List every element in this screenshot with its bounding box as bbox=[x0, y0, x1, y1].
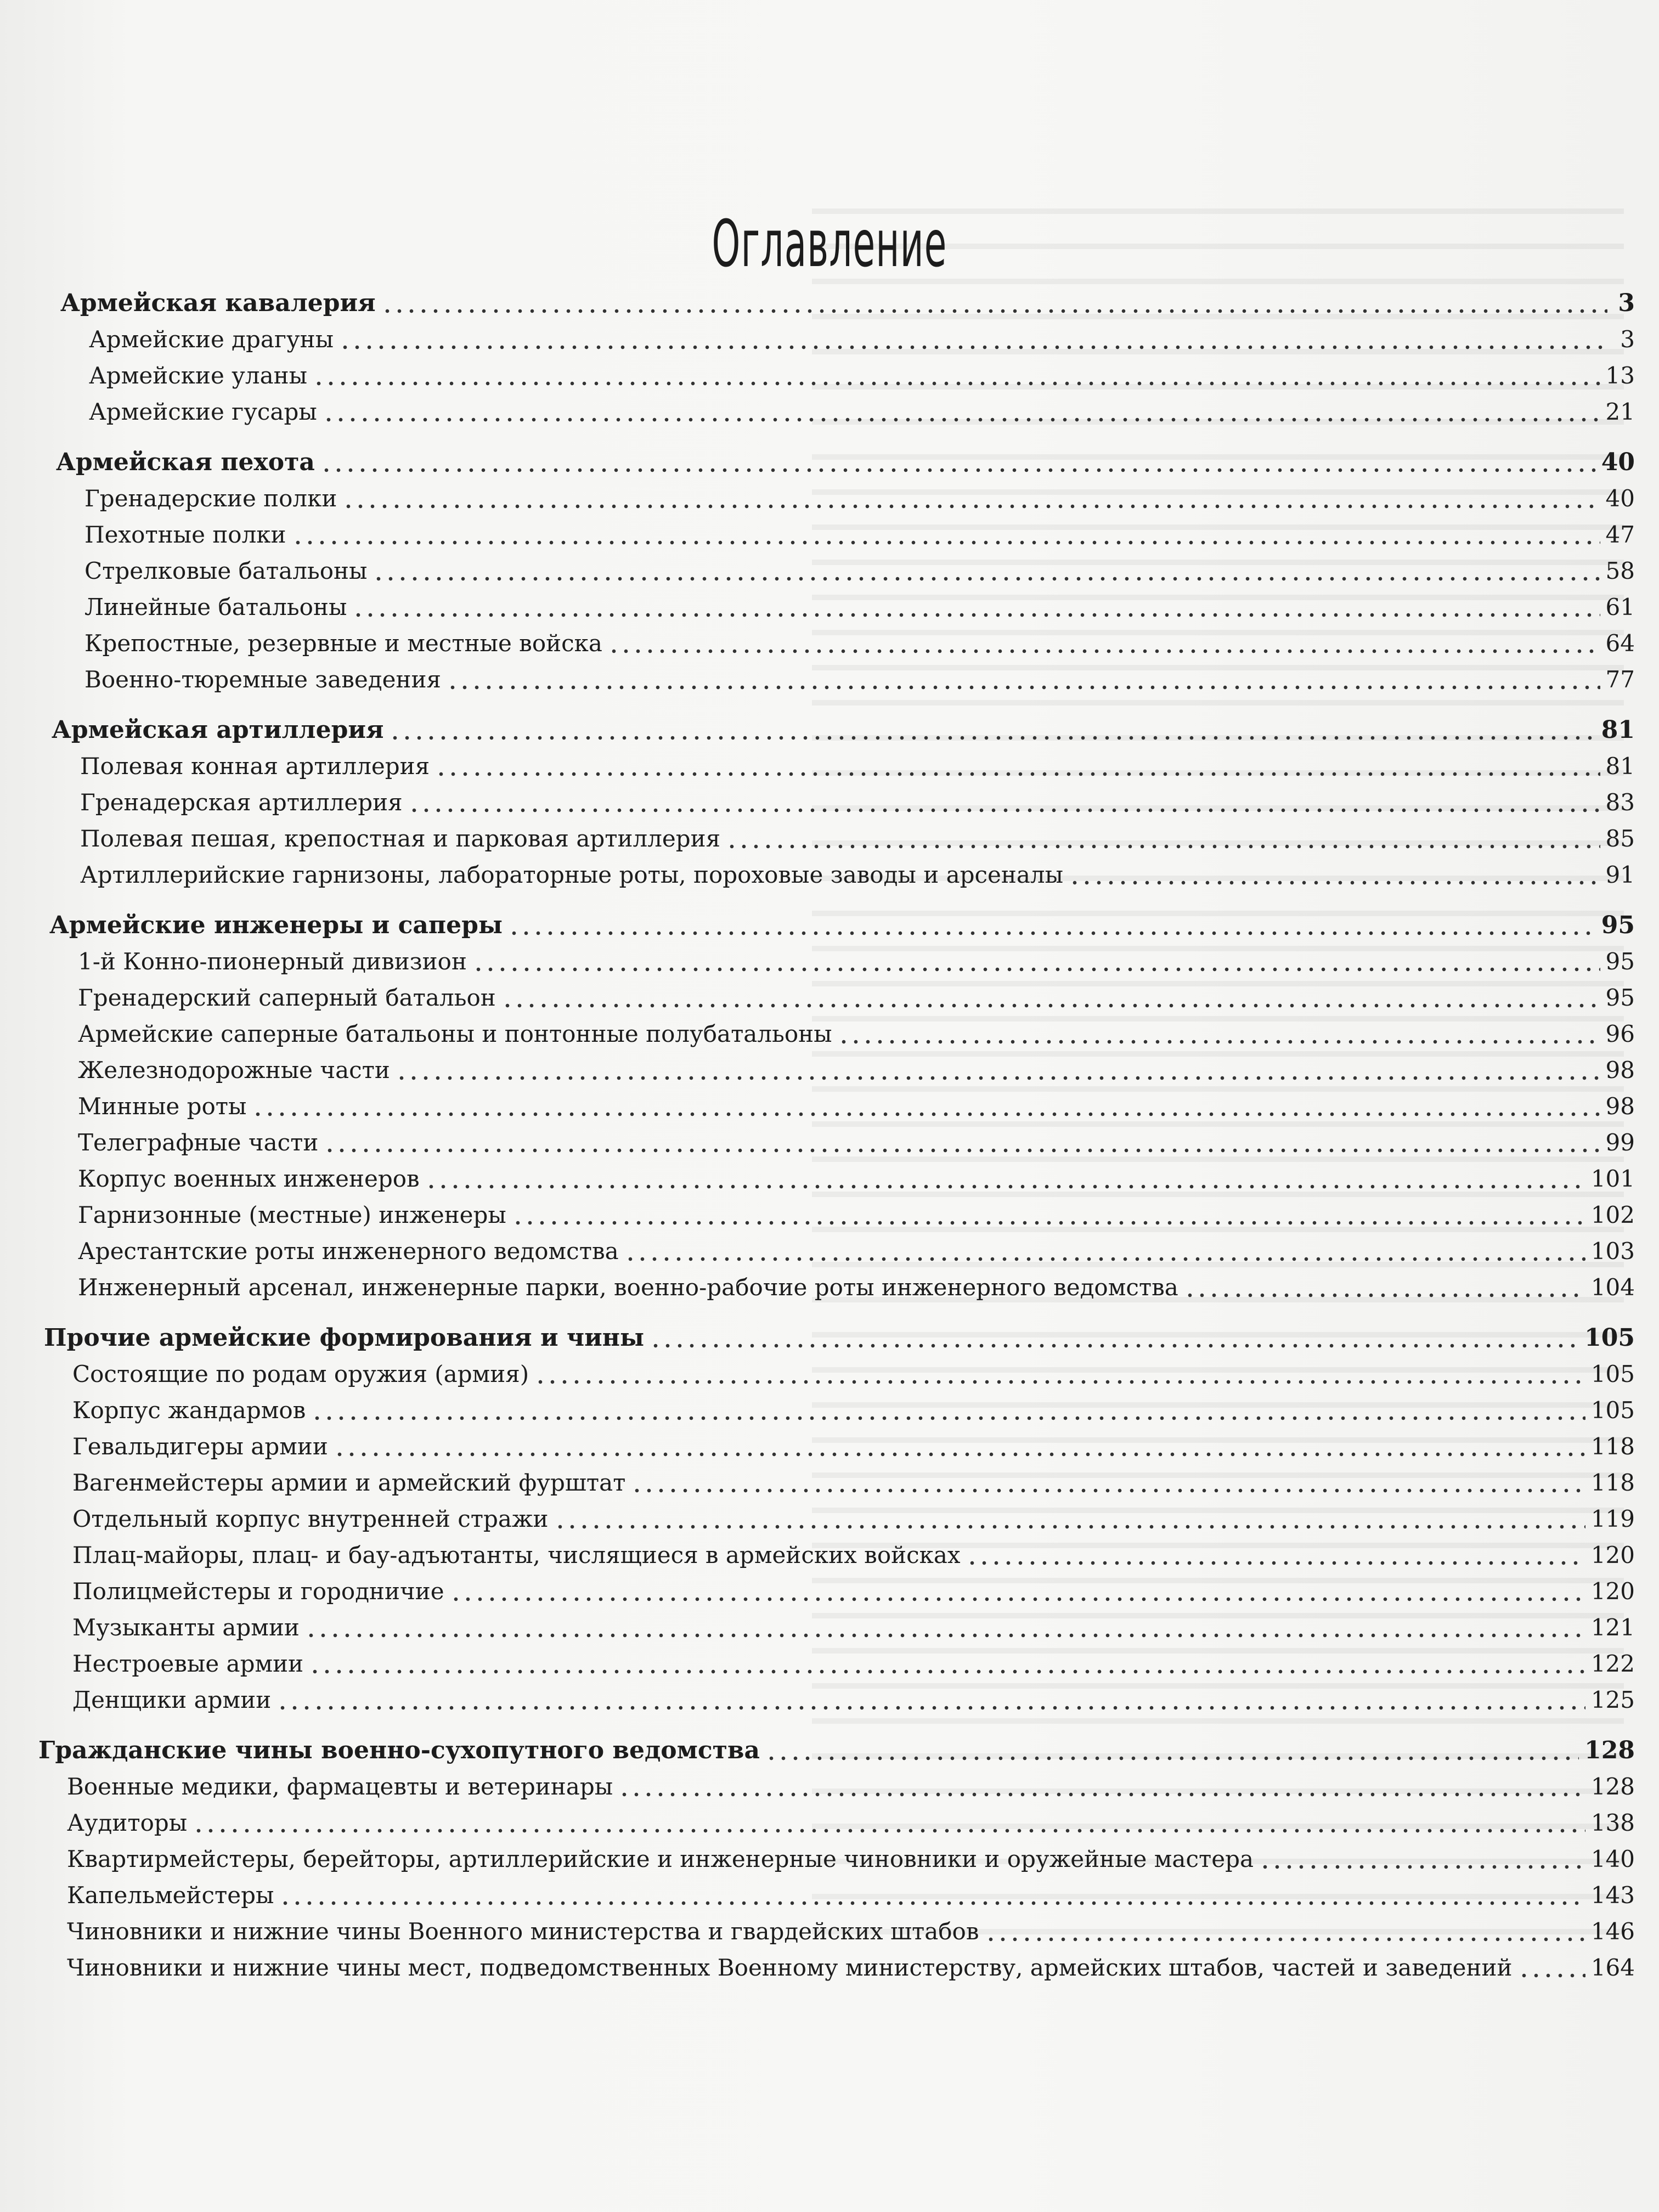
toc-entry bbox=[52, 821, 1635, 857]
dot-leader bbox=[765, 1756, 1579, 1761]
dot-leader bbox=[838, 1039, 1600, 1045]
page-number: 95 bbox=[1605, 984, 1635, 1011]
entry-title: Пехотные полки bbox=[84, 521, 286, 548]
dot-leader bbox=[342, 504, 1600, 509]
toc-entry bbox=[38, 1841, 1635, 1877]
toc-entry bbox=[49, 944, 1635, 980]
dot-leader bbox=[501, 1003, 1600, 1008]
toc-entry bbox=[52, 748, 1635, 785]
page-number: 13 bbox=[1605, 362, 1635, 389]
dot-leader bbox=[320, 467, 1596, 473]
entry-title: Минные роты bbox=[78, 1093, 247, 1120]
entry-title: Крепостные, резервные и местные войска bbox=[84, 630, 602, 657]
dot-leader bbox=[650, 1343, 1579, 1348]
page-number: 77 bbox=[1605, 666, 1635, 693]
section-heading bbox=[44, 1320, 1635, 1356]
dot-leader bbox=[305, 1633, 1585, 1638]
dot-leader bbox=[726, 844, 1600, 849]
entry-title: Денщики армии bbox=[72, 1686, 272, 1713]
toc-entry bbox=[44, 1392, 1635, 1429]
toc-entry bbox=[44, 1501, 1635, 1537]
toc-entry bbox=[44, 1537, 1635, 1573]
toc-section bbox=[38, 907, 1635, 1306]
page-number: 98 bbox=[1605, 1057, 1635, 1084]
page-number: 103 bbox=[1590, 1238, 1635, 1265]
dot-leader bbox=[311, 1415, 1585, 1421]
page-number: 146 bbox=[1590, 1918, 1635, 1945]
page-number: 101 bbox=[1590, 1165, 1635, 1192]
page-number: 3 bbox=[1620, 326, 1635, 353]
toc-entry bbox=[49, 1269, 1635, 1306]
dot-leader bbox=[373, 576, 1600, 582]
toc-entry bbox=[60, 321, 1635, 358]
toc-entry bbox=[56, 481, 1635, 517]
toc-entry bbox=[60, 394, 1635, 430]
page-number: 102 bbox=[1590, 1201, 1635, 1228]
toc-section bbox=[38, 444, 1635, 698]
page-number: 125 bbox=[1590, 1686, 1635, 1713]
dot-leader bbox=[624, 1256, 1585, 1262]
toc-entry bbox=[49, 1233, 1635, 1269]
dot-leader bbox=[309, 1669, 1585, 1674]
dot-leader bbox=[292, 540, 1600, 545]
entry-title: Состоящие по родам оружия (армия) bbox=[72, 1361, 529, 1387]
page-title: Оглавление bbox=[712, 206, 947, 281]
entry-title: Армейские инженеры и саперы bbox=[49, 911, 503, 939]
entry-title: Военно-тюремные заведения bbox=[84, 666, 441, 693]
page-number: 95 bbox=[1601, 911, 1635, 939]
page-number: 140 bbox=[1590, 1846, 1635, 1872]
section-heading bbox=[56, 444, 1635, 481]
toc-entry bbox=[44, 1573, 1635, 1610]
page-number: 61 bbox=[1605, 594, 1635, 620]
entry-title: Отдельный корпус внутренней стражи bbox=[72, 1505, 549, 1532]
dot-leader bbox=[396, 1075, 1600, 1081]
entry-title: Полицмейстеры и городничие bbox=[72, 1578, 444, 1605]
entry-title: Чиновники и нижние чины мест, подведомственных Военному министерству, армейских штабов, частей и заведений bbox=[67, 1954, 1513, 1981]
page-number: 105 bbox=[1584, 1324, 1635, 1352]
page-number: 118 bbox=[1590, 1433, 1635, 1460]
toc-entry bbox=[49, 980, 1635, 1016]
toc-entry bbox=[44, 1429, 1635, 1465]
page-number: 3 bbox=[1618, 289, 1635, 317]
entry-title: Линейные батальоны bbox=[84, 594, 347, 620]
toc-section bbox=[38, 285, 1635, 430]
entry-title: Полевая конная артиллерия bbox=[80, 753, 430, 780]
dot-leader bbox=[352, 612, 1600, 618]
page-number: 85 bbox=[1605, 825, 1635, 852]
toc-section bbox=[38, 712, 1635, 893]
dot-leader bbox=[389, 735, 1595, 741]
entry-title: Гарнизонные (местные) инженеры bbox=[78, 1201, 506, 1228]
entry-title: Аудиторы bbox=[67, 1809, 188, 1836]
entry-title: Квартирмейстеры, берейторы, артиллерийские и инженерные чиновники и оружейные мастера bbox=[67, 1846, 1254, 1872]
dot-leader bbox=[618, 1792, 1585, 1797]
dot-leader bbox=[966, 1560, 1585, 1566]
page-number: 128 bbox=[1590, 1773, 1635, 1800]
dot-leader bbox=[508, 930, 1596, 936]
section-heading bbox=[52, 712, 1635, 748]
page-number: 143 bbox=[1590, 1882, 1635, 1909]
dot-leader bbox=[1069, 880, 1600, 885]
page-number: 47 bbox=[1605, 521, 1635, 548]
dot-leader bbox=[450, 1596, 1585, 1602]
entry-title: Военные медики, фармацевты и ветеринары bbox=[67, 1773, 613, 1800]
page-number: 95 bbox=[1605, 948, 1635, 975]
entry-title: Корпус военных инженеров bbox=[78, 1165, 420, 1192]
entry-title: Телеграфные части bbox=[78, 1129, 319, 1156]
entry-title: Армейская артиллерия bbox=[52, 716, 384, 744]
dot-leader bbox=[472, 967, 1600, 972]
toc-entry bbox=[49, 1052, 1635, 1088]
dot-leader bbox=[276, 1705, 1585, 1711]
toc-entry bbox=[38, 1914, 1635, 1950]
page-number: 40 bbox=[1605, 485, 1635, 512]
entry-title: Армейская кавалерия bbox=[60, 289, 376, 317]
dot-leader bbox=[985, 1937, 1585, 1942]
dot-leader bbox=[554, 1524, 1585, 1530]
entry-title: Артиллерийские гарнизоны, лабораторные роты, пороховые заводы и арсеналы bbox=[80, 861, 1064, 888]
entry-title: Армейская пехота bbox=[56, 448, 315, 476]
toc-entry bbox=[56, 517, 1635, 553]
page-number: 164 bbox=[1590, 1954, 1635, 1981]
entry-title: Армейские гусары bbox=[89, 398, 317, 425]
toc-entry bbox=[38, 1950, 1635, 1986]
entry-title: Гренадерский саперный батальон bbox=[78, 984, 496, 1011]
toc-entry bbox=[49, 1016, 1635, 1052]
entry-title: Железнодорожные части bbox=[78, 1057, 390, 1084]
entry-title: Армейские саперные батальоны и понтонные полубатальоны bbox=[78, 1020, 832, 1047]
page-number: 120 bbox=[1590, 1542, 1635, 1568]
page-number: 104 bbox=[1590, 1274, 1635, 1301]
dot-leader bbox=[279, 1900, 1585, 1906]
toc-entry bbox=[56, 662, 1635, 698]
dot-leader bbox=[339, 345, 1607, 350]
dot-leader bbox=[1259, 1864, 1585, 1870]
page-number: 83 bbox=[1605, 789, 1635, 816]
page-number: 105 bbox=[1590, 1361, 1635, 1387]
page-number: 64 bbox=[1605, 630, 1635, 657]
dot-leader bbox=[631, 1488, 1585, 1493]
dot-leader bbox=[608, 648, 1600, 654]
section-heading bbox=[49, 907, 1635, 944]
dot-leader bbox=[512, 1220, 1585, 1226]
dot-leader bbox=[425, 1184, 1585, 1189]
entry-title: Прочие армейские формирования и чины bbox=[44, 1324, 645, 1352]
entry-title: Армейские драгуны bbox=[89, 326, 334, 353]
entry-title: Армейские уланы bbox=[89, 362, 308, 389]
toc-entry bbox=[52, 785, 1635, 821]
entry-title: Гренадерские полки bbox=[84, 485, 337, 512]
toc-entry bbox=[56, 589, 1635, 625]
toc-entry bbox=[44, 1646, 1635, 1682]
toc-entry bbox=[49, 1161, 1635, 1197]
toc-entry bbox=[38, 1877, 1635, 1914]
page-number: 81 bbox=[1601, 716, 1635, 744]
page-number: 58 bbox=[1605, 557, 1635, 584]
page-number: 128 bbox=[1584, 1736, 1635, 1764]
entry-title: Нестроевые армии bbox=[72, 1650, 304, 1677]
page-number: 21 bbox=[1605, 398, 1635, 425]
toc-entry bbox=[38, 1805, 1635, 1841]
section-heading bbox=[38, 1733, 1635, 1769]
toc-entry bbox=[56, 625, 1635, 662]
toc-entry bbox=[52, 857, 1635, 893]
section-heading bbox=[60, 285, 1635, 321]
dot-leader bbox=[193, 1828, 1585, 1833]
dot-leader bbox=[408, 808, 1600, 813]
entry-title: Инженерный арсенал, инженерные парки, военно-рабочие роты инженерного ведомства bbox=[78, 1274, 1178, 1301]
page-number: 105 bbox=[1590, 1397, 1635, 1424]
entry-title: Капельмейстеры bbox=[67, 1882, 274, 1909]
entry-title: Музыканты армии bbox=[72, 1614, 300, 1641]
toc-entry bbox=[44, 1465, 1635, 1501]
entry-title: Стрелковые батальоны bbox=[84, 557, 368, 584]
page-number: 96 bbox=[1605, 1020, 1635, 1047]
dot-leader bbox=[252, 1111, 1600, 1117]
dot-leader bbox=[323, 417, 1600, 422]
entry-title: Полевая пешая, крепостная и парковая артиллерия bbox=[80, 825, 721, 852]
dot-leader bbox=[534, 1379, 1585, 1385]
page-number: 121 bbox=[1590, 1614, 1635, 1641]
entry-title: Гренадерская артиллерия bbox=[80, 789, 403, 816]
entry-title: 1-й Конно-пионерный дивизион bbox=[78, 948, 467, 975]
dot-leader bbox=[435, 771, 1600, 777]
table-of-contents bbox=[38, 285, 1635, 2000]
dot-leader bbox=[334, 1452, 1585, 1457]
page-number: 120 bbox=[1590, 1578, 1635, 1605]
toc-section bbox=[38, 1320, 1635, 1718]
page-number: 118 bbox=[1590, 1469, 1635, 1496]
page-number: 91 bbox=[1605, 861, 1635, 888]
page-number: 40 bbox=[1601, 448, 1635, 476]
dot-leader bbox=[1518, 1973, 1585, 1978]
entry-title: Чиновники и нижние чины Военного министерства и гвардейских штабов bbox=[67, 1918, 979, 1945]
toc-entry bbox=[49, 1197, 1635, 1233]
toc-entry bbox=[60, 358, 1635, 394]
toc-section bbox=[38, 1733, 1635, 1986]
page-number: 122 bbox=[1590, 1650, 1635, 1677]
page-number: 98 bbox=[1605, 1093, 1635, 1120]
dot-leader bbox=[447, 685, 1600, 690]
dot-leader bbox=[324, 1148, 1600, 1153]
dot-leader bbox=[1184, 1293, 1585, 1298]
toc-entry bbox=[38, 1769, 1635, 1805]
entry-title: Плац-майоры, плац- и бау-адъютанты, числящиеся в армейских войсках bbox=[72, 1542, 961, 1568]
entry-title: Корпус жандармов bbox=[72, 1397, 306, 1424]
entry-title: Вагенмейстеры армии и армейский фурштат bbox=[72, 1469, 626, 1496]
page-number: 138 bbox=[1590, 1809, 1635, 1836]
entry-title: Гражданские чины военно-сухопутного ведомства bbox=[38, 1736, 760, 1764]
entry-title: Арестантские роты инженерного ведомства bbox=[78, 1238, 619, 1265]
page-number: 81 bbox=[1605, 753, 1635, 780]
toc-entry bbox=[56, 553, 1635, 589]
toc-entry bbox=[49, 1088, 1635, 1125]
dot-leader bbox=[313, 381, 1600, 386]
dot-leader bbox=[381, 308, 1607, 314]
toc-entry bbox=[44, 1356, 1635, 1392]
entry-title: Гевальдигеры армии bbox=[72, 1433, 328, 1460]
page-number: 99 bbox=[1605, 1129, 1635, 1156]
toc-entry bbox=[49, 1125, 1635, 1161]
page-number: 119 bbox=[1590, 1505, 1635, 1532]
toc-entry bbox=[44, 1682, 1635, 1718]
toc-entry bbox=[44, 1610, 1635, 1646]
